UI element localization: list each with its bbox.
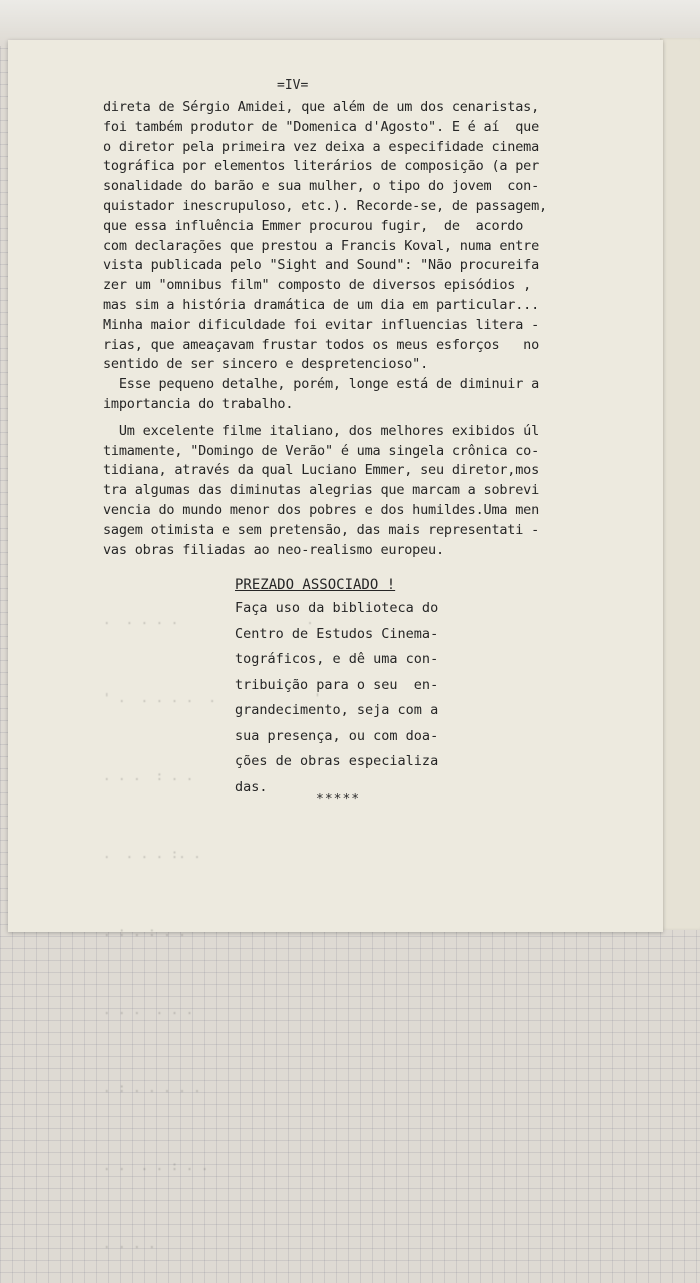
text-line: vencia do mundo menor dos pobres e dos humildes.Uma men <box>103 501 540 518</box>
text-line: o diretor pela primeira vez deixa a especifidade cinema <box>103 138 540 155</box>
text-line: timamente, "Domingo de Verão" é uma singela crônica co- <box>103 442 540 459</box>
text-line: tidiana, através da qual Luciano Emmer, seu diretor,mos <box>103 462 540 479</box>
text-line: sagem otimista e sem pretensão, das mais representati - <box>103 521 540 538</box>
notice-line: das. <box>235 778 268 795</box>
text-line: tográfica por elementos literários de composição (a per <box>103 158 540 175</box>
text-line: vista publicada pelo "Sight and Sound": "Não procureifa <box>103 257 540 274</box>
text-line: vas obras filiadas ao neo-realismo europeu. <box>103 541 444 558</box>
member-notice <box>235 577 438 800</box>
notice-line: tribuição para o seu en- <box>235 676 439 693</box>
notice-line: grandecimento, seja com a <box>235 702 439 718</box>
text-line: tra algumas das diminutas alegrias que marcam a sobrevi <box>103 482 540 499</box>
text-line: Minha maior dificuldade foi evitar influencias litera - <box>103 316 540 333</box>
text-line: sentido de ser sincero e despretencioso". <box>103 356 429 373</box>
text-line: foi também produtor de "Domenica d'Agosto". E é aí que <box>103 118 540 135</box>
text-line: importancia do trabalho. <box>103 395 294 412</box>
text-line: que essa influência Emmer procurou fugir, de acordo <box>103 217 524 234</box>
text-line: rias, que ameaçavam frustar todos os meus esforços no <box>103 336 540 353</box>
text-line: Um excelente filme italiano, dos melhores exibidos úl <box>103 422 540 439</box>
text-line: mas sim a história dramática de um dia em particular... <box>103 296 540 313</box>
notice-line: ções de obras especializa <box>235 753 439 769</box>
text-line: com declarações que prestou a Francis Koval, numa entre <box>103 237 540 254</box>
page-number: =IV= <box>277 78 309 93</box>
text-line: sonalidade do barão e sua mulher, o tipo do jovem con- <box>103 178 540 195</box>
notice-line: Centro de Estudos Cinema- <box>235 625 439 642</box>
reverse-side-bleed-through: . . . . . . ' . . . . . . ' . . . : . . . . . . :. . . : . : . . . . . . . . . : . . . . . . . . . : . . . . . . <box>103 612 322 1251</box>
notice-line: sua presença, ou com doa- <box>235 727 439 744</box>
next-page-edge <box>660 38 700 930</box>
notice-line: Faça uso da biblioteca do <box>235 600 439 616</box>
text-line: Esse pequeno detalhe, porém, longe está de diminuir a <box>103 376 540 393</box>
text-line: direta de Sérgio Amidei, que além de um dos cenaristas, <box>103 99 540 115</box>
text-line: zer um "omnibus film" composto de diversos episódios , <box>103 277 532 294</box>
notice-line: tográficos, e dê uma con- <box>235 651 439 667</box>
text-line: quistador inescrupuloso, etc.). Recorde-se, de passagem, <box>103 197 547 214</box>
article-body <box>103 98 583 560</box>
notice-heading: PREZADO ASSOCIADO ! <box>235 577 396 593</box>
closing-asterisks: ***** <box>316 792 361 807</box>
